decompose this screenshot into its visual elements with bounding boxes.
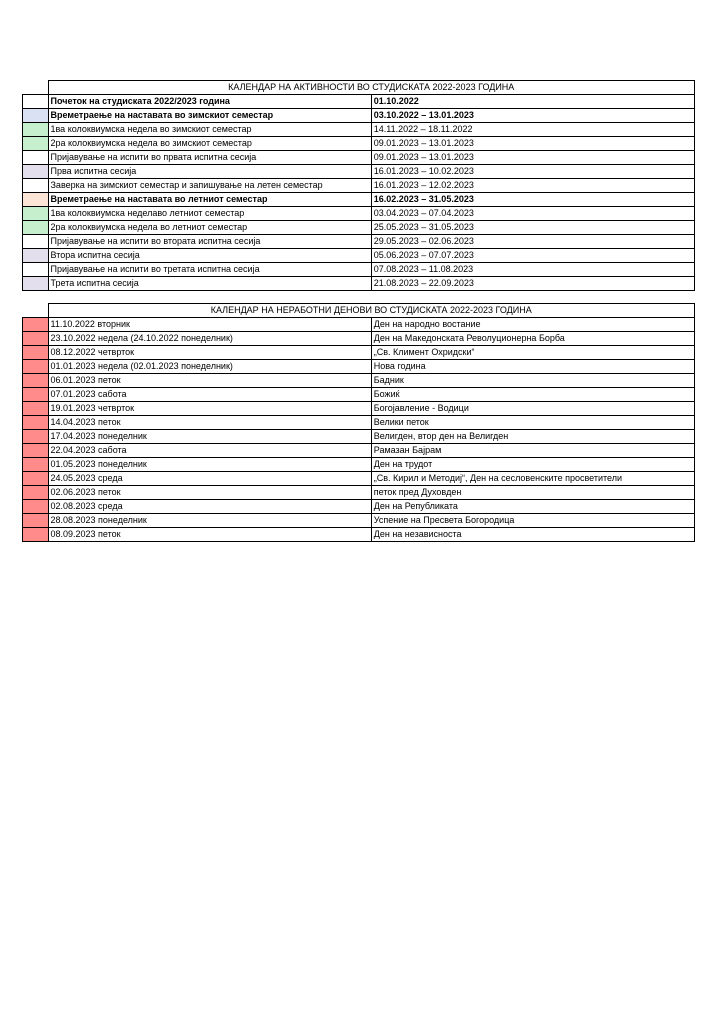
activity-date: 29.05.2023 – 02.06.2023 <box>371 235 694 249</box>
activity-date: 21.08.2023 – 22.09.2023 <box>371 277 694 291</box>
holiday-name: Ден на трудот <box>371 458 694 472</box>
activity-color-swatch <box>23 207 49 221</box>
holiday-name: Успение на Пресвета Богородица <box>371 514 694 528</box>
holiday-name: „Св. Климент Охридски“ <box>371 346 694 360</box>
activity-color-swatch <box>23 193 49 207</box>
activities-title-spacer <box>23 81 49 95</box>
holiday-name: Рамазан Бајрам <box>371 444 694 458</box>
activity-label: Заверка на зимскиот семестар и запишување на летен семестар <box>48 179 371 193</box>
holiday-date: 06.01.2023 петок <box>48 374 371 388</box>
activity-label: 2ра колоквиумска недела во зимскиот семестар <box>48 137 371 151</box>
holiday-date: 01.01.2023 недела (02.01.2023 понеделник) <box>48 360 371 374</box>
holiday-date: 02.08.2023 среда <box>48 500 371 514</box>
holiday-row <box>23 430 695 444</box>
activity-date: 03.10.2022 – 13.01.2023 <box>371 109 694 123</box>
activity-color-swatch <box>23 95 49 109</box>
holiday-date: 08.12.2022 четврток <box>48 346 371 360</box>
holiday-row <box>23 332 695 346</box>
activity-label: Прва испитна сесија <box>48 165 371 179</box>
activity-color-swatch <box>23 179 49 193</box>
activity-date: 16.01.2023 – 10.02.2023 <box>371 165 694 179</box>
activity-label: 1ва колоквиумска недела во зимскиот семестар <box>48 123 371 137</box>
holiday-date: 01.05.2023 понеделник <box>48 458 371 472</box>
holiday-date: 02.06.2023 петок <box>48 486 371 500</box>
holiday-name: Богојавление - Водици <box>371 402 694 416</box>
activity-label: Пријавување на испити во првата испитна сесија <box>48 151 371 165</box>
activity-row <box>23 165 695 179</box>
holiday-color-swatch <box>23 514 49 528</box>
holiday-name: Нова година <box>371 360 694 374</box>
activity-row <box>23 235 695 249</box>
holiday-color-swatch <box>23 486 49 500</box>
holiday-date: 23.10.2022 недела (24.10.2022 понеделник) <box>48 332 371 346</box>
holiday-date: 22.04.2023 сабота <box>48 444 371 458</box>
activity-row <box>23 263 695 277</box>
holiday-name: „Св. Кирил и Методиј“, Ден на сесловенските просветители <box>371 472 694 486</box>
activity-label: Почеток на студиската 2022/2023 година <box>48 95 371 109</box>
holiday-name: Ден на Македонската Револуционерна Борба <box>371 332 694 346</box>
holidays-title-row <box>23 304 695 318</box>
activity-date: 09.01.2023 – 13.01.2023 <box>371 137 694 151</box>
activity-row <box>23 277 695 291</box>
holiday-name: Велигден, втор ден на Велигден <box>371 430 694 444</box>
activity-color-swatch <box>23 109 49 123</box>
holiday-name: Ден на независноста <box>371 528 694 542</box>
holiday-name: Ден на народно востание <box>371 318 694 332</box>
activities-title-row <box>23 81 695 95</box>
activity-row <box>23 123 695 137</box>
activity-row <box>23 221 695 235</box>
activity-color-swatch <box>23 221 49 235</box>
activity-label: Пријавување на испити во втората испитна сесија <box>48 235 371 249</box>
holiday-date: 24.05.2023 среда <box>48 472 371 486</box>
activity-row <box>23 249 695 263</box>
activity-date: 16.01.2023 – 12.02.2023 <box>371 179 694 193</box>
activity-row <box>23 95 695 109</box>
holiday-row <box>23 416 695 430</box>
activity-date: 03.04.2023 – 07.04.2023 <box>371 207 694 221</box>
holidays-title-spacer <box>23 304 49 318</box>
holiday-date: 19.01.2023 четврток <box>48 402 371 416</box>
activity-label: Времетраење на наставата во летниот семестар <box>48 193 371 207</box>
holiday-color-swatch <box>23 332 49 346</box>
holiday-date: 11.10.2022 вторник <box>48 318 371 332</box>
holiday-row <box>23 528 695 542</box>
holiday-color-swatch <box>23 388 49 402</box>
activity-date: 05.06.2023 – 07.07.2023 <box>371 249 694 263</box>
activity-color-swatch <box>23 151 49 165</box>
activity-date: 14.11.2022 – 18.11.2022 <box>371 123 694 137</box>
activity-color-swatch <box>23 249 49 263</box>
activity-label: 2ра колоквиумска недела во летниот семестар <box>48 221 371 235</box>
holiday-row <box>23 444 695 458</box>
holiday-row <box>23 360 695 374</box>
activity-date: 09.01.2023 – 13.01.2023 <box>371 151 694 165</box>
holiday-color-swatch <box>23 528 49 542</box>
activity-row <box>23 151 695 165</box>
holiday-row <box>23 486 695 500</box>
holiday-date: 08.09.2023 петок <box>48 528 371 542</box>
holidays-calendar-table <box>22 303 695 542</box>
holiday-color-swatch <box>23 346 49 360</box>
holiday-name: Ден на Републиката <box>371 500 694 514</box>
holiday-row <box>23 388 695 402</box>
holiday-name: Божиќ <box>371 388 694 402</box>
holiday-row <box>23 318 695 332</box>
activity-color-swatch <box>23 277 49 291</box>
holiday-name: Бадник <box>371 374 694 388</box>
activity-label: Пријавување на испити во третата испитна сесија <box>48 263 371 277</box>
holiday-date: 28.08.2023 понеделник <box>48 514 371 528</box>
activity-date: 25.05.2023 – 31.05.2023 <box>371 221 694 235</box>
activity-label: 1ва колоквиумска неделаво летниот семестар <box>48 207 371 221</box>
holiday-color-swatch <box>23 374 49 388</box>
activity-label: Трета испитна сесија <box>48 277 371 291</box>
holiday-color-swatch <box>23 430 49 444</box>
holiday-row <box>23 514 695 528</box>
holiday-color-swatch <box>23 500 49 514</box>
holiday-name: Велики петок <box>371 416 694 430</box>
holiday-name: петок пред Духовден <box>371 486 694 500</box>
holiday-color-swatch <box>23 360 49 374</box>
activity-color-swatch <box>23 165 49 179</box>
activity-color-swatch <box>23 123 49 137</box>
holiday-color-swatch <box>23 402 49 416</box>
holiday-date: 07.01.2023 сабота <box>48 388 371 402</box>
holiday-date: 14.04.2023 петок <box>48 416 371 430</box>
holiday-row <box>23 500 695 514</box>
holiday-row <box>23 402 695 416</box>
activity-date: 01.10.2022 <box>371 95 694 109</box>
activity-color-swatch <box>23 235 49 249</box>
holidays-title: КАЛЕНДАР НА НЕРАБОТНИ ДЕНОВИ ВО СТУДИСКАТА 2022-2023 ГОДИНА <box>48 304 695 318</box>
activity-color-swatch <box>23 263 49 277</box>
activity-date: 07.08.2023 – 11.08.2023 <box>371 263 694 277</box>
activity-label: Втора испитна сесија <box>48 249 371 263</box>
activity-label: Времетраење на наставата во зимскиот семестар <box>48 109 371 123</box>
holiday-color-swatch <box>23 416 49 430</box>
activity-row <box>23 137 695 151</box>
holiday-row <box>23 346 695 360</box>
activity-row <box>23 207 695 221</box>
holiday-color-swatch <box>23 472 49 486</box>
holiday-color-swatch <box>23 458 49 472</box>
activity-color-swatch <box>23 137 49 151</box>
holiday-color-swatch <box>23 318 49 332</box>
activity-date: 16.02.2023 – 31.05.2023 <box>371 193 694 207</box>
holiday-row <box>23 472 695 486</box>
activity-row <box>23 109 695 123</box>
activity-row <box>23 193 695 207</box>
holiday-row <box>23 374 695 388</box>
holiday-row <box>23 458 695 472</box>
holiday-date: 17.04.2023 понеделник <box>48 430 371 444</box>
holiday-color-swatch <box>23 444 49 458</box>
activities-title: КАЛЕНДАР НА АКТИВНОСТИ ВО СТУДИСКАТА 2022-2023 ГОДИНА <box>48 81 695 95</box>
activities-calendar-table <box>22 80 695 291</box>
activity-row <box>23 179 695 193</box>
